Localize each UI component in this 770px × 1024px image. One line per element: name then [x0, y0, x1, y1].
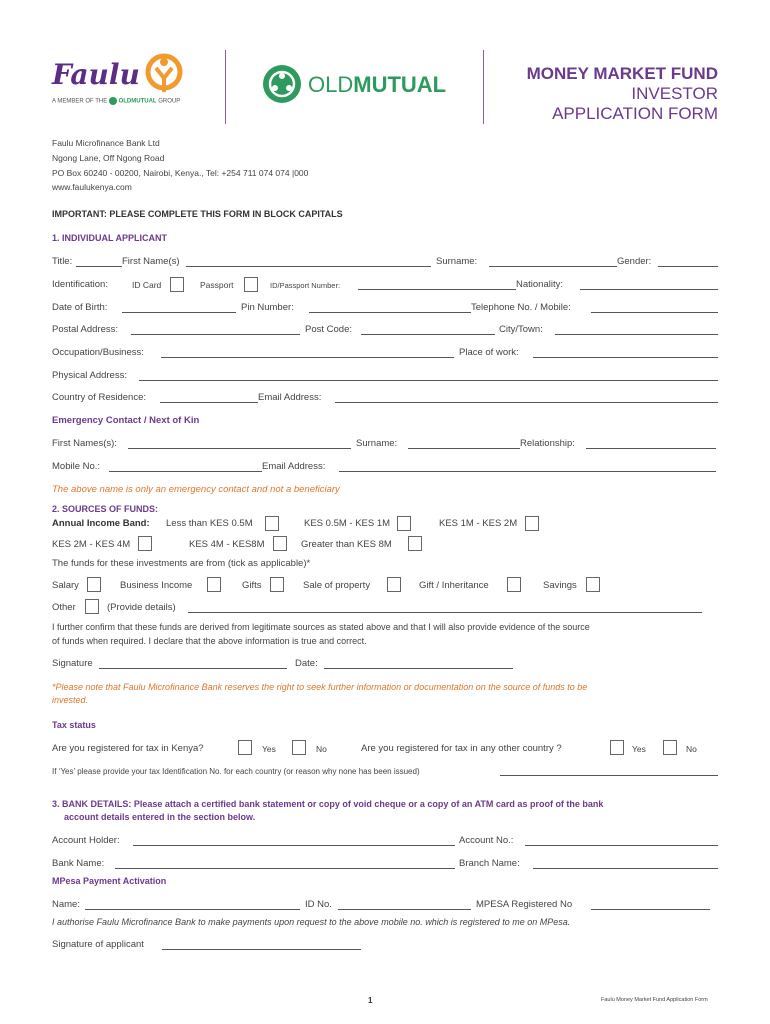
faulu-logo-text: Faulu [52, 58, 140, 91]
tax-kenya-no-checkbox[interactable] [292, 740, 306, 755]
title-field[interactable] [76, 266, 122, 267]
mpesa-name-field[interactable] [85, 909, 300, 910]
mpesa-heading: MPesa Payment Activation [52, 876, 167, 886]
oldmutual-emblem-icon [262, 64, 302, 104]
section-1-heading: 1. INDIVIDUAL APPLICANT [52, 233, 168, 243]
physical-address-label: Physical Address: [52, 370, 127, 381]
band-1-checkbox[interactable] [265, 516, 279, 531]
nationality-label: Nationality: [516, 279, 563, 290]
section-3-heading-line-1: 3. BANK DETAILS: Please attach a certified bank statement or copy of void cheque or a copy of an ATM card as proof of the bank [52, 799, 604, 809]
salary-label: Salary [52, 580, 79, 591]
first-names-field[interactable] [186, 266, 431, 267]
tax-other-yes-checkbox[interactable] [610, 740, 624, 755]
gift-inheritance-checkbox[interactable] [507, 577, 521, 592]
address-line-2: Ngong Lane, Off Ngong Road [52, 153, 165, 163]
ec-mobile-label: Mobile No.: [52, 461, 101, 472]
other-label: Other [52, 602, 76, 613]
id-passport-number-label: ID/Passport Number: [270, 281, 341, 290]
surname-label: Surname: [436, 256, 478, 267]
account-holder-label: Account Holder: [52, 835, 120, 846]
mpesa-name-label: Name: [52, 899, 80, 910]
sale-of-property-label: Sale of property [303, 580, 371, 591]
title-line-2: INVESTOR [631, 84, 718, 103]
business-income-checkbox[interactable] [207, 577, 221, 592]
tax-kenya-yes-checkbox[interactable] [238, 740, 252, 755]
oldmutual-wordmark: OLDMUTUAL [308, 72, 447, 97]
gifts-checkbox[interactable] [270, 577, 284, 592]
signature-applicant-field[interactable] [162, 949, 361, 950]
account-holder-field[interactable] [133, 845, 455, 846]
band-5-label: KES 4M - KES8M [189, 539, 265, 550]
physical-address-field[interactable] [139, 380, 718, 381]
savings-label: Savings [543, 580, 577, 591]
country-field[interactable] [160, 402, 258, 403]
band-4-checkbox[interactable] [138, 536, 152, 551]
id-card-label: ID Card [132, 280, 162, 290]
bank-name-label: Bank Name: [52, 858, 105, 869]
faulu-tagline: A MEMBER OF THE OLDMUTUAL GROUP [52, 98, 181, 105]
address-website: www.faulukenya.com [52, 182, 132, 192]
date-field[interactable] [324, 668, 513, 669]
post-code-label: Post Code: [305, 324, 352, 335]
mpesa-registered-field[interactable] [591, 909, 710, 910]
ec-mobile-field[interactable] [109, 471, 262, 472]
gift-inheritance-label: Gift / Inheritance [419, 580, 489, 591]
mpesa-id-field[interactable] [338, 909, 471, 910]
tax-other-no-checkbox[interactable] [663, 740, 677, 755]
ec-surname-label: Surname: [356, 438, 398, 449]
passport-label: Passport [200, 280, 234, 290]
first-names-label: First Name(s) [122, 256, 180, 267]
postal-address-label: Postal Address: [52, 324, 119, 335]
gender-label: Gender: [617, 256, 652, 267]
other-details-field[interactable] [188, 612, 702, 613]
savings-checkbox[interactable] [586, 577, 600, 592]
provide-details-label: (Provide details) [107, 602, 176, 613]
mpesa-id-label: ID No. [305, 899, 332, 910]
gifts-label: Gifts [242, 580, 262, 591]
telephone-field[interactable] [591, 312, 718, 313]
ec-email-label: Email Address: [262, 461, 326, 472]
nationality-field[interactable] [580, 289, 718, 290]
occupation-label: Occupation/Business: [52, 347, 144, 358]
title-label: Title: [52, 256, 73, 267]
emergency-heading: Emergency Contact / Next of Kin [52, 415, 200, 426]
ec-relationship-field[interactable] [586, 448, 716, 449]
header-divider-left [225, 50, 226, 124]
band-2-checkbox[interactable] [397, 516, 411, 531]
date-label: Date: [295, 658, 318, 669]
title-line-3: APPLICATION FORM [552, 104, 718, 123]
bank-name-field[interactable] [115, 868, 455, 869]
branch-name-label: Branch Name: [459, 858, 520, 869]
ec-surname-field[interactable] [408, 448, 520, 449]
section-3-heading-line-2: account details entered in the section below. [64, 812, 256, 822]
band-1-label: Less than KES 0.5M [166, 518, 253, 529]
occupation-field[interactable] [161, 357, 454, 358]
faulu-person-icon [144, 52, 184, 94]
page-number: 1 [368, 996, 373, 1005]
band-3-label: KES 1M - KES 2M [439, 518, 518, 529]
section-2-heading: 2. SOURCES OF FUNDS: [52, 504, 159, 514]
dob-field[interactable] [122, 312, 236, 313]
band-5-checkbox[interactable] [273, 536, 287, 551]
branch-name-field[interactable] [533, 868, 718, 869]
funds-from-label: The funds for these investments are from (tick as applicable)* [52, 558, 311, 569]
id-passport-number-field[interactable] [358, 289, 516, 290]
salary-checkbox[interactable] [87, 577, 101, 592]
oldmutual-logo [262, 64, 457, 106]
city-label: City/Town: [499, 324, 543, 335]
emergency-note: The above name is only an emergency contact and not a beneficiary [52, 484, 340, 495]
funds-note-line-1: *Please note that Faulu Microfinance Bank reserves the right to seek further information or documentation on the source of funds to be [52, 682, 588, 692]
ec-relationship-label: Relationship: [520, 438, 575, 449]
passport-checkbox[interactable] [244, 277, 258, 292]
ec-first-names-label: First Names(s): [52, 438, 117, 449]
signature-field[interactable] [99, 668, 287, 669]
place-of-work-label: Place of work: [459, 347, 519, 358]
place-of-work-field[interactable] [533, 357, 718, 358]
surname-field[interactable] [489, 266, 617, 267]
id-card-checkbox[interactable] [170, 277, 184, 292]
dob-label: Date of Birth: [52, 302, 108, 313]
country-label: Country of Residence: [52, 392, 146, 403]
ec-first-names-field[interactable] [128, 448, 351, 449]
post-code-field[interactable] [361, 334, 495, 335]
email-label: Email Address: [258, 392, 322, 403]
mpesa-registered-label: MPESA Registered No [476, 899, 573, 910]
tin-note: If ‘Yes’ please provide your tax Identification No. for each country (or reason why none has been issued) [52, 767, 420, 776]
band-4-label: KES 2M - KES 4M [52, 539, 131, 550]
telephone-label: Telephone No. / Mobile: [471, 302, 571, 313]
confirm-line-1: I further confirm that these funds are derived from legitimate sources as stated above and that I will also provide evidence of the source [52, 622, 590, 632]
tin-field[interactable] [500, 775, 718, 776]
address-line-1: Faulu Microfinance Bank Ltd [52, 138, 160, 148]
gender-field[interactable] [658, 266, 718, 267]
sale-of-property-checkbox[interactable] [387, 577, 401, 592]
important-notice: IMPORTANT: PLEASE COMPLETE THIS FORM IN BLOCK CAPITALS [52, 209, 343, 219]
tax-kenya-no-label: No [316, 744, 327, 754]
tax-other-yes-label: Yes [632, 744, 646, 754]
signature-applicant-label: Signature of applicant [52, 939, 144, 950]
title-line-1: MONEY MARKET FUND [526, 64, 718, 83]
footer-form-name: Faulu Money Market Fund Application Form [601, 997, 708, 1003]
tax-kenya-question: Are you registered for tax in Kenya? [52, 743, 204, 754]
faulu-logo [52, 52, 192, 110]
pin-field[interactable] [309, 312, 471, 313]
identification-label: Identification: [52, 279, 108, 290]
form-title [478, 64, 718, 124]
pin-label: Pin Number: [241, 302, 294, 313]
business-income-label: Business Income [120, 580, 193, 591]
band-6-checkbox[interactable] [408, 536, 422, 551]
account-no-label: Account No.: [459, 835, 514, 846]
band-2-label: KES 0.5M - KES 1M [304, 518, 391, 529]
tax-other-no-label: No [686, 744, 697, 754]
tax-kenya-yes-label: Yes [262, 744, 276, 754]
postal-address-field[interactable] [131, 334, 300, 335]
funds-note-line-2: invested. [52, 695, 89, 705]
mpesa-authorise-text: I authorise Faulu Microfinance Bank to make payments upon request to the above mobile no. which is registered to me on MPesa. [52, 917, 571, 927]
confirm-line-2: of funds when required. I declare that the above information is true and correct. [52, 636, 367, 646]
city-field[interactable] [555, 334, 718, 335]
income-band-label: Annual Income Band: [52, 518, 150, 529]
other-checkbox[interactable] [85, 599, 99, 614]
band-6-label: Greater than KES 8M [301, 539, 392, 550]
email-field[interactable] [335, 402, 718, 403]
tax-status-heading: Tax status [52, 720, 96, 730]
ec-email-field[interactable] [339, 471, 716, 472]
tax-other-question: Are you registered for tax in any other country ? [361, 743, 562, 754]
address-line-3: PO Box 60240 - 00200, Nairobi, Kenya., Tel: +254 711 074 074 |000 [52, 168, 309, 178]
signature-label: Signature [52, 658, 93, 669]
band-3-checkbox[interactable] [525, 516, 539, 531]
account-no-field[interactable] [525, 845, 718, 846]
